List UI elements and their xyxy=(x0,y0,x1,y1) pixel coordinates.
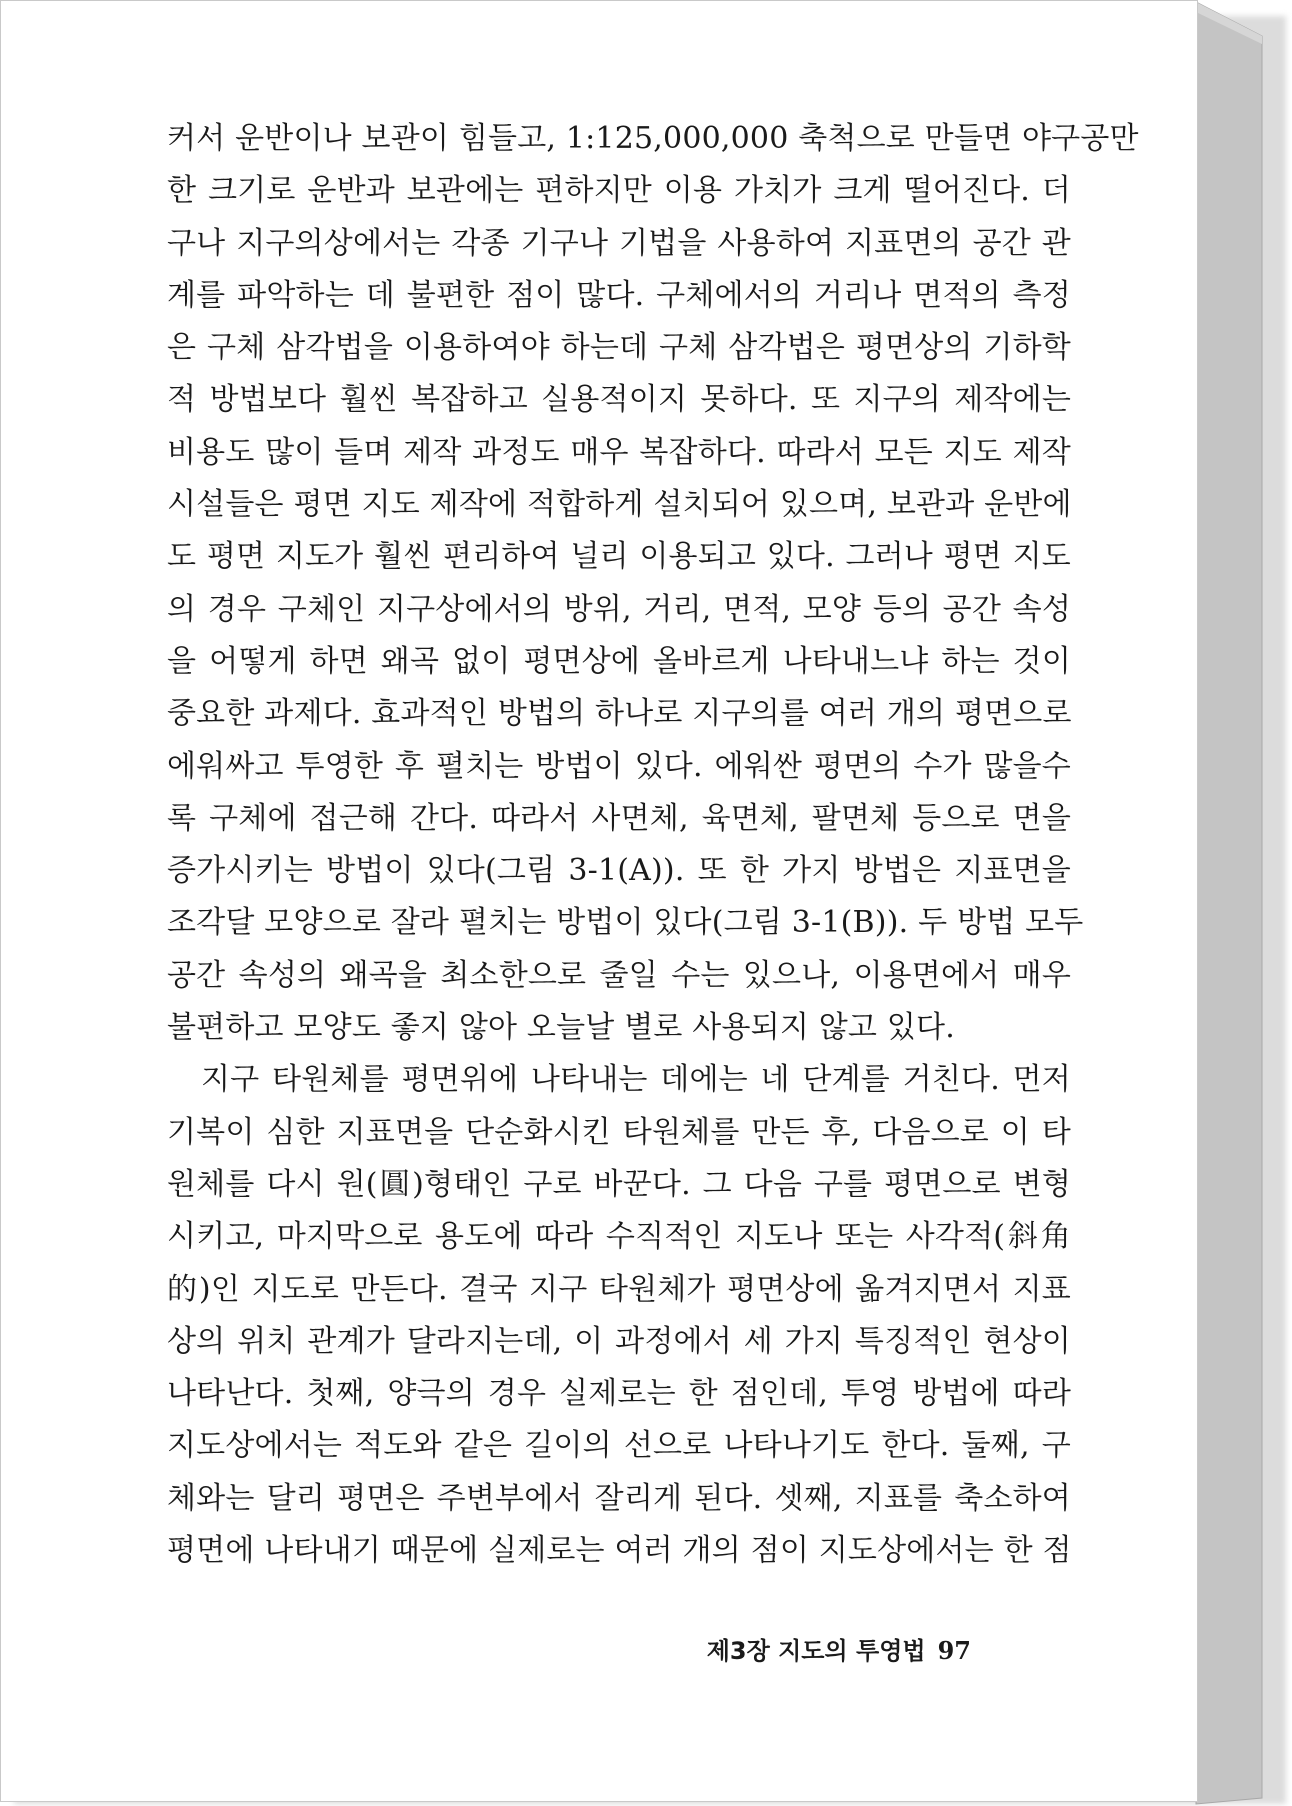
text-line: 공간 속성의 왜곡을 최소한으로 줄일 수는 있으나, 이용면에서 매우 xyxy=(167,957,1071,993)
text-line: 한 크기로 운반과 보관에는 편하지만 이용 가치가 크게 떨어진다. 더 xyxy=(167,173,1071,209)
text-line: 기복이 심한 지표면을 단순화시킨 타원체를 만든 후, 다음으로 이 타 xyxy=(167,1114,1071,1150)
text-line: 의 경우 구체인 지구상에서의 방위, 거리, 면적, 모양 등의 공간 속성 xyxy=(167,591,1071,627)
paragraph xyxy=(167,113,1139,1054)
text-line: 계를 파악하는 데 불편한 점이 많다. 구체에서의 거리나 면적의 측정 xyxy=(167,277,1071,313)
text-line: 지도상에서는 적도와 같은 길이의 선으로 나타나기도 한다. 둘째, 구 xyxy=(167,1428,1071,1464)
text-line: 중요한 과제다. 효과적인 방법의 하나로 지구의를 여러 개의 평면으로 xyxy=(167,696,1072,732)
text-line: 구나 지구의상에서는 각종 기구나 기법을 사용하여 지표면의 공간 관 xyxy=(167,225,1071,261)
text-line: 커서 운반이나 보관이 힘들고, 1:125,000,000 축척으로 만들면 야구공만 xyxy=(167,121,1139,156)
text-line: 에워싸고 투영한 후 펼치는 방법이 있다. 에워싼 평면의 수가 많을수 xyxy=(167,748,1071,784)
text-line: 시설들은 평면 지도 제작에 적합하게 설치되어 있으며, 보관과 운반에 xyxy=(167,487,1072,523)
text-line: 불편하고 모양도 좋지 않아 오늘날 별로 사용되지 않고 있다. xyxy=(167,1010,955,1046)
body-text xyxy=(167,113,1139,1577)
text-line: 적 방법보다 훨씬 복잡하고 실용적이지 못하다. 또 지구의 제작에는 xyxy=(167,382,1071,418)
text-line: 록 구체에 접근해 간다. 따라서 사면체, 육면체, 팔면체 등으로 면을 xyxy=(167,800,1071,836)
text-line: 평면에 나타내기 때문에 실제로는 여러 개의 점이 지도상에서는 한 점 xyxy=(167,1533,1072,1569)
text-line: 비용도 많이 들며 제작 과정도 매우 복잡하다. 따라서 모든 지도 제작 xyxy=(167,434,1071,470)
text-line: 지구 타원체를 평면위에 나타내는 데에는 네 단계를 거친다. 먼저 xyxy=(201,1062,1071,1098)
text-line: 을 어떻게 하면 왜곡 없이 평면상에 올바르게 나타내느냐 하는 것이 xyxy=(167,643,1071,679)
text-line: 원체를 다시 원(圓)형태인 구로 바꾼다. 그 다음 구를 평면으로 변형 xyxy=(167,1166,1071,1202)
text-line: 조각달 모양으로 잘라 펼치는 방법이 있다(그림 3-1(B)). 두 방법 모두 xyxy=(167,905,1084,941)
text-line: 도 평면 지도가 훨씬 편리하여 널리 이용되고 있다. 그러나 평면 지도 xyxy=(167,539,1071,575)
chapter-title: 제3장 지도의 투영법 xyxy=(706,1637,926,1665)
text-line: 체와는 달리 평면은 주변부에서 잘리게 된다. 셋째, 지표를 축소하여 xyxy=(167,1480,1071,1516)
text-line: 상의 위치 관계가 달라지는데, 이 과정에서 세 가지 특징적인 현상이 xyxy=(167,1323,1071,1359)
page-number: 97 xyxy=(937,1636,971,1665)
text-line: 시키고, 마지막으로 용도에 따라 수직적인 지도나 또는 사각적(斜角 xyxy=(167,1219,1071,1255)
text-line: 나타난다. 첫째, 양극의 경우 실제로는 한 점인데, 투영 방법에 따라 xyxy=(167,1376,1071,1412)
text-line: 은 구체 삼각법을 이용하여야 하는데 구체 삼각법은 평면상의 기하학 xyxy=(167,330,1071,366)
paragraph xyxy=(167,1054,1071,1577)
text-line: 的)인 지도로 만든다. 결국 지구 타원체가 평면상에 옮겨지면서 지표 xyxy=(167,1271,1071,1307)
text-line: 증가시키는 방법이 있다(그림 3-1(A)). 또 한 가지 방법은 지표면을 xyxy=(167,853,1071,889)
page-footer xyxy=(707,1631,971,1666)
